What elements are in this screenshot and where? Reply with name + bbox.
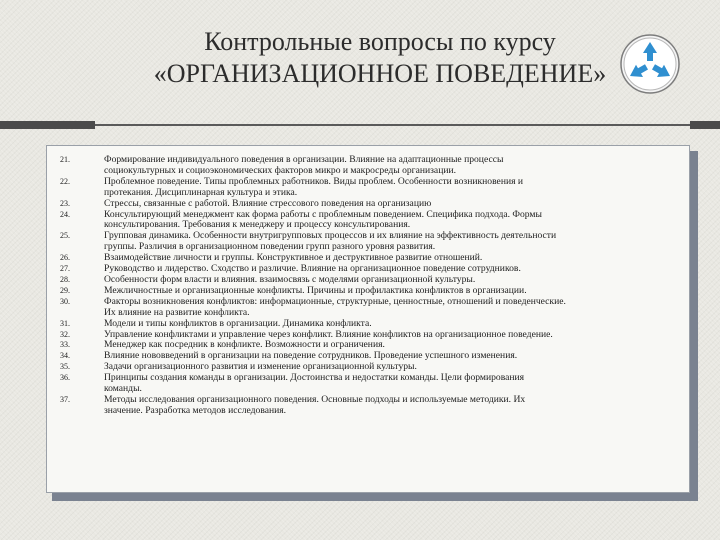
- question-text-line: Факторы возникновения конфликтов: информационные, структурные, ценностные, отношений и поведенческие.: [104, 296, 566, 307]
- question-item: [47, 340, 689, 351]
- question-text-line: Консультирующий менеджмент как форма работы с проблемным поведением. Специфика подхода. Формы: [104, 209, 542, 220]
- question-item: [47, 351, 689, 362]
- question-text-line: Методы исследования организационного поведения. Основные подходы и используемые методики. Их: [104, 394, 526, 405]
- question-text-line: Групповая динамика. Особенности внутригрупповых процессов и их влияние на эффективность деятельности: [104, 231, 557, 242]
- question-item: [47, 231, 689, 253]
- header-rule-right: [690, 121, 720, 129]
- header-rule-line: [95, 124, 720, 126]
- question-text-line: консультирования. Требования к менеджеру и процессу консультирования.: [104, 220, 411, 231]
- header-rule-left: [0, 121, 95, 129]
- question-number: 26.: [60, 253, 70, 263]
- question-text-line: Проблемное поведение. Типы проблемных работников. Виды проблем. Особенности возникновения и: [104, 176, 524, 187]
- question-item: [47, 319, 689, 330]
- question-text-line: Задачи организационного развития и изменение организационной культуры.: [104, 362, 417, 373]
- question-number: 25.: [60, 231, 70, 241]
- question-number: 35.: [60, 362, 70, 372]
- title-line-1: Контрольные вопросы по курсу: [204, 27, 556, 56]
- question-text-line: Модели и типы конфликтов в организации. Динамика конфликта.: [104, 318, 372, 329]
- question-item: [47, 199, 689, 210]
- question-number: 28.: [60, 274, 70, 284]
- question-text-line: Принципы создания команды в организации. Достоинства и недостатки команды. Цели формирования: [104, 373, 525, 384]
- question-item: [47, 253, 689, 264]
- question-item: [47, 275, 689, 286]
- question-item: [47, 362, 689, 373]
- question-text-line: значение. Разработка методов исследования.: [104, 405, 287, 416]
- question-item: [47, 330, 689, 341]
- slide-title: [0, 26, 720, 90]
- question-text-line: Стрессы, связанные с работой. Влияние стрессового поведения на организацию: [104, 198, 432, 209]
- question-item: [47, 286, 689, 297]
- question-number: 34.: [60, 351, 70, 361]
- question-number: 29.: [60, 285, 70, 295]
- question-text-line: Руководство и лидерство. Сходство и различие. Влияние на организационное поведение сотрудников.: [104, 264, 521, 275]
- question-text-line: протекания. Дисциплинарная культура и этика.: [104, 187, 298, 198]
- question-number: 36.: [60, 373, 70, 383]
- question-item: [47, 264, 689, 275]
- question-number: 27.: [60, 264, 70, 274]
- question-text-line: Формирование индивидуального поведения в организации. Влияние на адаптационные процессы: [104, 155, 504, 165]
- question-text-line: Их влияние на развитие конфликта.: [104, 307, 250, 318]
- question-text-line: Взаимодействие личности и группы. Конструктивное и деструктивное развитие отношений.: [104, 253, 483, 264]
- question-item: [47, 155, 689, 177]
- question-number: 23.: [60, 198, 70, 208]
- question-item: [47, 177, 689, 199]
- question-item: [47, 373, 689, 395]
- question-item: [47, 210, 689, 232]
- question-number: 21.: [60, 155, 70, 164]
- question-text-line: Влияние нововведений в организации на поведение сотрудников. Проведение успешного изменения.: [104, 351, 518, 362]
- question-text-line: Менеджер как посредник в конфликте. Возможности и ограничения.: [104, 340, 385, 351]
- question-number: 30.: [60, 296, 70, 306]
- question-number: 31.: [60, 318, 70, 328]
- question-text-line: команды.: [104, 384, 142, 395]
- question-number: 37.: [60, 394, 70, 404]
- question-text-line: группы. Различия в организационном поведении групп разного уровня развития.: [104, 242, 436, 253]
- question-number: 24.: [60, 209, 70, 219]
- question-text-line: Управление конфликтами и управление через конфликт. Влияние конфликтов на организационное поведение.: [104, 329, 553, 340]
- question-number: 22.: [60, 176, 70, 186]
- question-text-line: Особенности форм власти и влияния. взаимосвязь с моделями организационной культуры.: [104, 274, 476, 285]
- questions-panel: [46, 145, 690, 493]
- question-item: [47, 395, 689, 417]
- question-number: 32.: [60, 329, 70, 339]
- recycle-arrows-icon: [619, 33, 681, 95]
- questions-list: [47, 155, 689, 417]
- question-text-line: Межличностные и организационные конфликты. Причины и профилактика конфликтов в организации.: [104, 285, 527, 296]
- question-number: 33.: [60, 340, 70, 350]
- question-item: [47, 297, 689, 319]
- question-text-line: социокультурных и социоэкономических факторов микро и макросреды организации.: [104, 165, 456, 176]
- title-line-2: «ОРГАНИЗАЦИОННОЕ ПОВЕДЕНИЕ»: [153, 59, 607, 88]
